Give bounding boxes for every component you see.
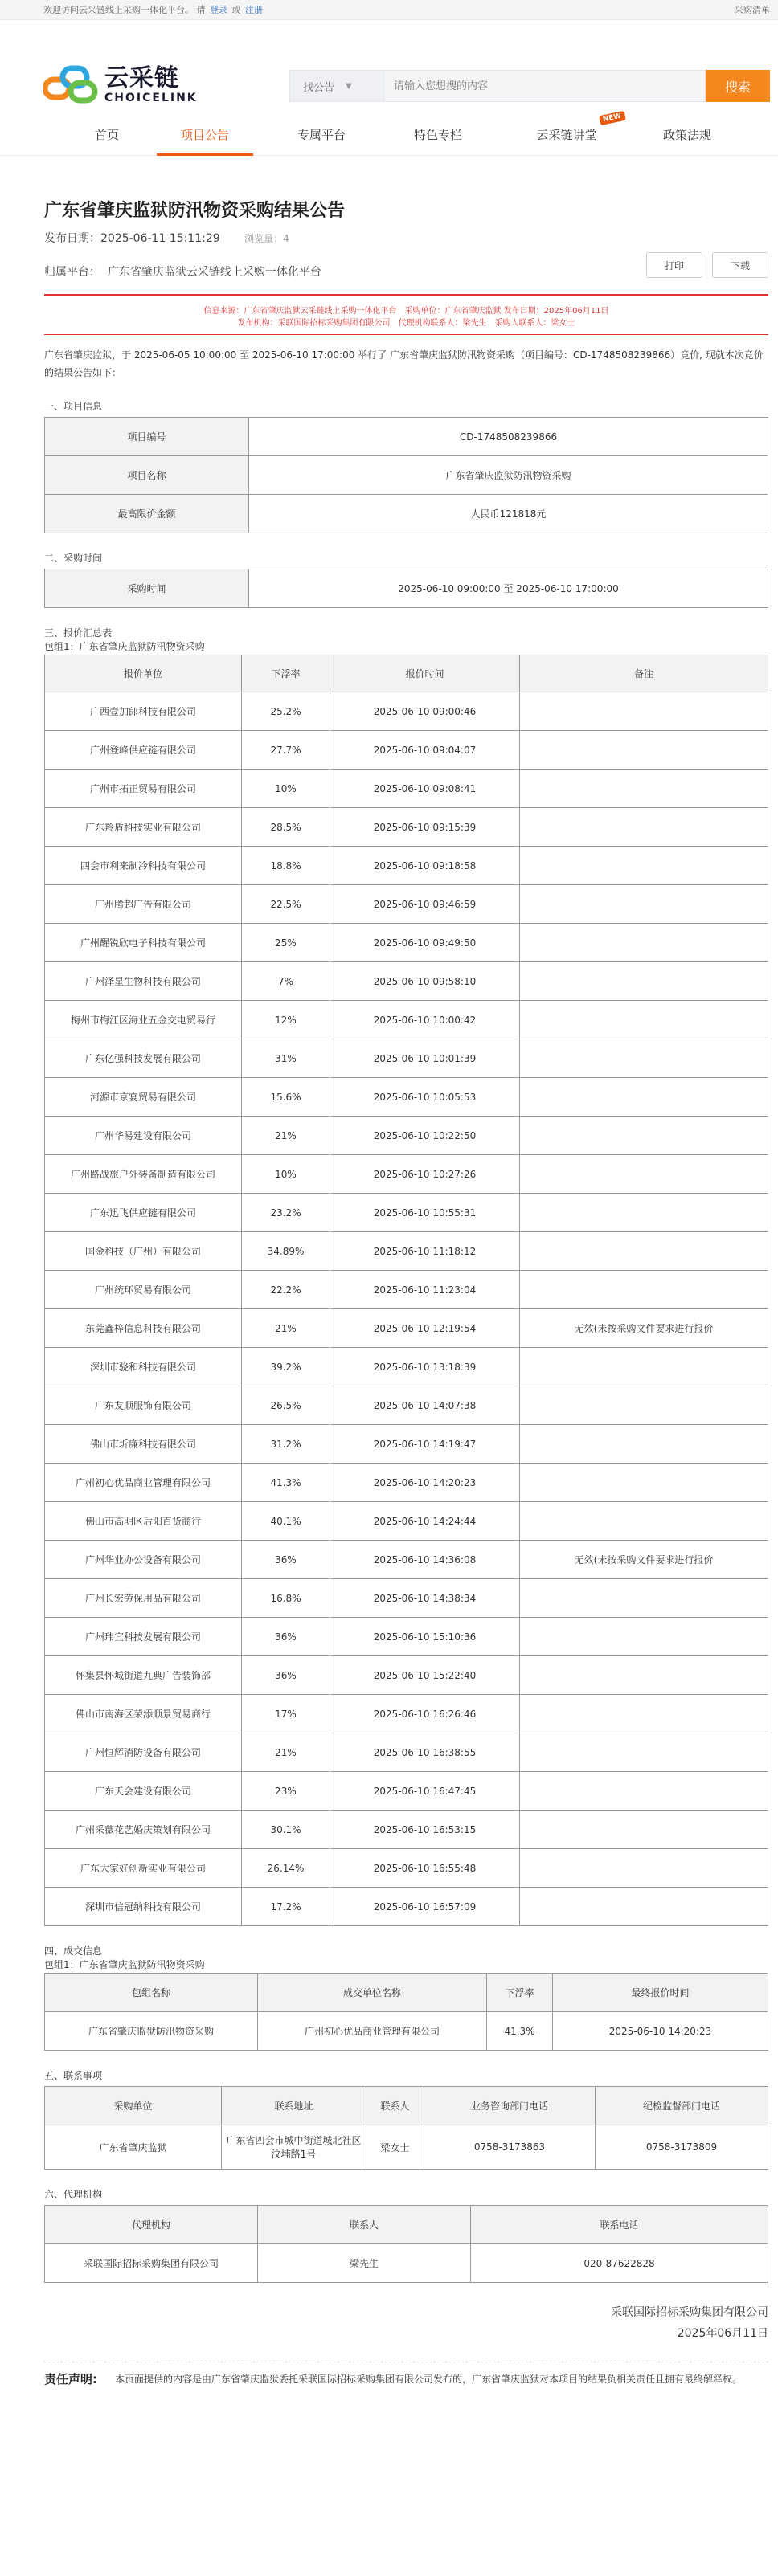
logo-english: CHOICELINK [104, 92, 198, 104]
register-link[interactable]: 注册 [245, 5, 263, 15]
column-header: 纪检监督部门电话 [596, 2087, 768, 2125]
table-header-row [45, 655, 768, 692]
table-cell: 广州腾超广告有限公司 [45, 885, 242, 924]
table-cell: 广东亿强科技发展有限公司 [45, 1039, 242, 1078]
table-row [45, 1039, 768, 1078]
platform-name: 广东省肇庆监狱云采链线上采购一体化平台 [107, 266, 321, 279]
table-cell: 10% [242, 770, 330, 808]
table-cell: 2025-06-10 09:00:00 至 2025-06-10 17:00:00 [249, 569, 768, 608]
table-cell [520, 924, 768, 962]
views-label: 浏览量： [244, 233, 284, 244]
table-cell: 7% [242, 962, 330, 1001]
column-header: 采购单位 [45, 2087, 222, 2125]
nav-item-policies[interactable]: 政策法规 [662, 128, 711, 142]
table-cell: 采购时间 [45, 569, 249, 608]
table-row [45, 569, 768, 608]
table-cell: 36% [242, 1618, 330, 1656]
table-cell: 25.2% [242, 692, 330, 731]
table-cell: 广州恒辉消防设备有限公司 [45, 1733, 242, 1772]
column-header: 代理机构 [45, 2206, 258, 2244]
table-cell: 四会市利来制冷科技有限公司 [45, 847, 242, 885]
disclaimer [44, 2362, 768, 2388]
table-row [45, 770, 768, 808]
table-cell: 16.8% [242, 1579, 330, 1618]
table-cell: 广州泽星生物科技有限公司 [45, 962, 242, 1001]
table-cell [520, 962, 768, 1001]
nav-item-home[interactable]: 首页 [94, 128, 119, 142]
package-label: 包组1：广东省肇庆监狱防汛物资采购 [44, 1959, 205, 1970]
page-title: 广东省肇庆监狱防汛物资采购结果公告 [44, 201, 346, 221]
table-cell: 广州醒锐欣电子科技有限公司 [45, 924, 242, 962]
table-cell [520, 1348, 768, 1386]
nav-item-classroom[interactable]: 云采链讲堂 [536, 128, 597, 142]
table-cell [520, 847, 768, 885]
platform-label: 归属平台： [44, 266, 100, 279]
table-cell: 2025-06-10 09:49:50 [330, 924, 520, 962]
table-row [45, 1849, 768, 1888]
table-cell: 36% [242, 1656, 330, 1695]
disclaimer-text: 本页面提供的内容是由广东省肇庆监狱委托采联国际招标采购集团有限公司发布的，广东省肇庆监狱对本项目的结果负相关责任且拥有最终解释权。 [115, 2374, 743, 2385]
search-category-label: 找公告 [303, 81, 335, 94]
download-button[interactable]: 下载 [712, 252, 768, 278]
table-row [45, 1386, 768, 1425]
table-cell: 27.7% [242, 731, 330, 770]
table-cell [520, 1386, 768, 1425]
table-cell: 2025-06-10 14:07:38 [330, 1386, 520, 1425]
search-button[interactable]: 搜索 [706, 70, 770, 102]
table-row [45, 1271, 768, 1309]
publish-meta [44, 230, 768, 246]
table-cell [520, 1078, 768, 1117]
table-cell: 梁先生 [258, 2244, 471, 2283]
table-header-row [45, 2087, 768, 2125]
package-label: 包组1：广东省肇庆监狱防汛物资采购 [44, 641, 205, 652]
table-row [45, 495, 768, 533]
table-cell: 广东省肇庆监狱 [45, 2125, 222, 2170]
table-cell: 广东天会建设有限公司 [45, 1772, 242, 1811]
table-cell [520, 1155, 768, 1194]
table-row [45, 1541, 768, 1579]
table-cell: 23.2% [242, 1194, 330, 1232]
table-row [45, 885, 768, 924]
table-cell: 广州华业办公设备有限公司 [45, 1541, 242, 1579]
table-row [45, 731, 768, 770]
table-cell: 25% [242, 924, 330, 962]
column-header: 联系人 [258, 2206, 471, 2244]
table-cell: 广州登峰供应链有限公司 [45, 731, 242, 770]
table-cell: 2025-06-10 16:57:09 [330, 1888, 520, 1926]
table-cell [520, 1117, 768, 1155]
table-cell: 2025-06-10 09:18:58 [330, 847, 520, 885]
nav-item-feature-column[interactable]: 特色专栏 [413, 128, 462, 142]
agency-table [44, 2205, 768, 2283]
table-row [45, 1309, 768, 1348]
table-cell: 国金科技（广州）有限公司 [45, 1232, 242, 1271]
table-cell: 广州市拓正贸易有限公司 [45, 770, 242, 808]
source-line-1: 信息来源：广东省肇庆监狱云采链线上采购一体化平台 采购单位：广东省肇庆监狱 发布日期：2025年06月11日 [203, 307, 609, 316]
table-cell: 39.2% [242, 1348, 330, 1386]
table-cell [520, 1001, 768, 1039]
table-cell [520, 692, 768, 731]
table-row [45, 1656, 768, 1695]
table-cell: 怀集县怀城街道九典广告装饰部 [45, 1656, 242, 1695]
table-cell: 2025-06-10 09:00:46 [330, 692, 520, 731]
search-category-select[interactable] [289, 70, 384, 102]
table-cell: 2025-06-10 16:47:45 [330, 1772, 520, 1811]
purchase-time-table [44, 569, 768, 608]
table-cell: 0758-3173863 [424, 2125, 596, 2170]
table-cell: 广东迅飞供应链有限公司 [45, 1194, 242, 1232]
table-cell: 广州初心优品商业管理有限公司 [45, 1464, 242, 1502]
table-cell: 2025-06-10 12:19:54 [330, 1309, 520, 1348]
table-cell: 2025-06-10 16:26:46 [330, 1695, 520, 1733]
table-cell: 31% [242, 1039, 330, 1078]
section-heading-time: 二、采购时间 [44, 553, 103, 564]
please-text: 请 [196, 5, 206, 15]
column-header: 联系人 [366, 2087, 424, 2125]
table-cell: 无效(未按采购文件要求进行报价 [520, 1541, 768, 1579]
column-header: 联系地址 [222, 2087, 366, 2125]
table-cell: 广州初心优品商业管理有限公司 [258, 2012, 487, 2051]
table-cell [520, 1811, 768, 1849]
table-cell: 22.2% [242, 1271, 330, 1309]
table-cell [520, 731, 768, 770]
table-cell [520, 1733, 768, 1772]
table-cell: 梁女士 [366, 2125, 424, 2170]
table-cell [520, 1232, 768, 1271]
table-cell: 广东省肇庆监狱防汛物资采购 [249, 456, 768, 495]
table-cell [520, 1502, 768, 1541]
table-cell: 采联国际招标采购集团有限公司 [45, 2244, 258, 2283]
table-cell [520, 1194, 768, 1232]
table-cell: 2025-06-10 10:55:31 [330, 1194, 520, 1232]
table-cell: 广州华易建设有限公司 [45, 1117, 242, 1155]
table-cell: 河源市京宴贸易有限公司 [45, 1078, 242, 1117]
table-cell: 18.8% [242, 847, 330, 885]
section-heading-quotes: 三、报价汇总表 [44, 627, 113, 639]
header [0, 20, 778, 116]
table-cell: 21% [242, 1309, 330, 1348]
table-row [45, 924, 768, 962]
table-cell: 2025-06-10 09:46:59 [330, 885, 520, 924]
table-cell: 2025-06-10 16:38:55 [330, 1733, 520, 1772]
table-row [45, 1888, 768, 1926]
welcome-text [43, 3, 264, 16]
table-cell: 2025-06-10 10:05:53 [330, 1078, 520, 1117]
table-cell: 17% [242, 1695, 330, 1733]
table-cell: 2025-06-10 11:18:12 [330, 1232, 520, 1271]
top-bar [0, 0, 778, 20]
chevron-down-icon: ▼ [346, 81, 352, 91]
table-cell [520, 1695, 768, 1733]
table-cell: 广州玮宜科技发展有限公司 [45, 1618, 242, 1656]
or-text: 或 [231, 5, 241, 15]
table-cell: 2025-06-10 16:55:48 [330, 1849, 520, 1888]
table-row [45, 1618, 768, 1656]
table-cell: 2025-06-10 10:00:42 [330, 1001, 520, 1039]
search-bar [289, 70, 770, 102]
login-link[interactable]: 登录 [210, 5, 227, 15]
table-cell: 28.5% [242, 808, 330, 847]
table-row [45, 2012, 768, 2051]
table-cell: 梅州市梅江区海业五金交电贸易行 [45, 1001, 242, 1039]
welcome-message: 欢迎访问云采链线上采购一体化平台。 [43, 5, 194, 15]
table-cell: 30.1% [242, 1811, 330, 1849]
table-cell: 23% [242, 1772, 330, 1811]
table-cell: 2025-06-10 14:20:23 [330, 1464, 520, 1502]
column-header: 联系电话 [471, 2206, 768, 2244]
table-cell: 2025-06-10 14:20:23 [553, 2012, 768, 2051]
table-cell [520, 1271, 768, 1309]
table-cell: 广东省肇庆监狱防汛物资采购 [45, 2012, 258, 2051]
table-row [45, 1464, 768, 1502]
table-cell: 人民币121818元 [249, 495, 768, 533]
red-divider [44, 294, 768, 296]
table-row [45, 2125, 768, 2170]
search-input[interactable] [384, 70, 706, 102]
table-cell: 40.1% [242, 1502, 330, 1541]
table-row [45, 1425, 768, 1464]
new-badge: NEW [599, 111, 625, 125]
table-cell: 15.6% [242, 1078, 330, 1117]
table-cell: 2025-06-10 15:10:36 [330, 1618, 520, 1656]
table-cell: 21% [242, 1117, 330, 1155]
table-cell: 广东大家好创新实业有限公司 [45, 1849, 242, 1888]
disclaimer-label: 责任声明: [44, 2372, 97, 2386]
table-cell: 东莞鑫梓信息科技有限公司 [45, 1309, 242, 1348]
table-cell [520, 1656, 768, 1695]
table-cell: 2025-06-10 14:24:44 [330, 1502, 520, 1541]
table-cell: 36% [242, 1541, 330, 1579]
table-row [45, 692, 768, 731]
table-cell [520, 1888, 768, 1926]
section-heading-project: 一、项目信息 [44, 401, 103, 412]
column-header: 下浮率 [242, 655, 330, 692]
table-row [45, 1695, 768, 1733]
table-cell: 12% [242, 1001, 330, 1039]
chain-logo-icon [43, 62, 100, 107]
table-cell: 10% [242, 1155, 330, 1194]
table-cell: 2025-06-10 14:38:34 [330, 1579, 520, 1618]
table-row [45, 808, 768, 847]
table-row [45, 1348, 768, 1386]
table-cell: CD-1748508239866 [249, 418, 768, 456]
table-cell: 广东省四会市城中街道城北社区汶埔路1号 [222, 2125, 366, 2170]
table-cell: 广州路战旅户外装备制造有限公司 [45, 1155, 242, 1194]
publish-label: 发布日期： [44, 232, 100, 245]
contact-table [44, 2086, 768, 2170]
table-cell: 2025-06-10 10:27:26 [330, 1155, 520, 1194]
views-value: 4 [283, 233, 289, 244]
column-header: 业务咨询部门电话 [424, 2087, 596, 2125]
table-cell [520, 1772, 768, 1811]
table-cell: 2025-06-10 14:36:08 [330, 1541, 520, 1579]
publish-date: 2025-06-11 15:11:29 [100, 232, 220, 245]
main-nav [0, 112, 778, 156]
table-cell: 2025-06-10 16:53:15 [330, 1811, 520, 1849]
table-row [45, 1733, 768, 1772]
table-cell: 2025-06-10 09:08:41 [330, 770, 520, 808]
signature-block [44, 2302, 768, 2344]
nav-item-exclusive-platform[interactable]: 专属平台 [297, 128, 346, 142]
table-cell: 31.2% [242, 1425, 330, 1464]
signature-org: 采联国际招标采购集团有限公司 [611, 2306, 768, 2319]
table-row [45, 2244, 768, 2283]
section-heading-contact: 五、联系事项 [44, 2070, 103, 2081]
table-cell [520, 1849, 768, 1888]
table-cell: 广州长宏劳保用品有限公司 [45, 1579, 242, 1618]
table-row [45, 1194, 768, 1232]
column-header: 报价单位 [45, 655, 242, 692]
table-row [45, 1117, 768, 1155]
column-header: 备注 [520, 655, 768, 692]
table-row [45, 1502, 768, 1541]
column-header: 最终报价时间 [553, 1974, 768, 2012]
table-cell: 0758-3173809 [596, 2125, 768, 2170]
table-cell: 34.89% [242, 1232, 330, 1271]
action-buttons [646, 252, 768, 278]
table-header-row [45, 2206, 768, 2244]
table-cell [520, 808, 768, 847]
section-heading-deal: 四、成交信息 [44, 1945, 103, 1957]
table-cell: 17.2% [242, 1888, 330, 1926]
table-row [45, 1579, 768, 1618]
print-button[interactable]: 打印 [646, 252, 702, 278]
table-row [45, 1772, 768, 1811]
table-cell [520, 1039, 768, 1078]
table-cell: 22.5% [242, 885, 330, 924]
table-cell [520, 1425, 768, 1464]
table-cell [520, 1464, 768, 1502]
table-row [45, 1001, 768, 1039]
table-cell: 佛山市南海区荣添顺景贸易商行 [45, 1695, 242, 1733]
column-header: 下浮率 [487, 1974, 553, 2012]
table-cell [520, 885, 768, 924]
intro-text: 广东省肇庆监狱，于 2025-06-05 10:00:00 至 2025-06-10 17:00:00 举行了 广东省肇庆监狱防汛物资采购（项目编号：CD-1748508239866）竞价, 现就本次竞价的结果公告如下： [44, 349, 764, 378]
red-divider-thin [44, 334, 768, 335]
table-cell: 广州统环贸易有限公司 [45, 1271, 242, 1309]
signature-date: 2025年06月11日 [677, 2327, 768, 2340]
quote-summary-table [44, 655, 768, 1926]
table-cell: 21% [242, 1733, 330, 1772]
table-cell: 41.3% [487, 2012, 553, 2051]
table-cell: 深圳市骁和科技有限公司 [45, 1348, 242, 1386]
table-cell: 2025-06-10 15:22:40 [330, 1656, 520, 1695]
table-cell: 26.14% [242, 1849, 330, 1888]
source-line-2: 发布机构：采联国际招标采购集团有限公司 代理机构联系人：梁先生 采购人联系人：梁女士 [237, 319, 575, 328]
table-cell: 2025-06-10 09:04:07 [330, 731, 520, 770]
table-cell: 2025-06-10 09:15:39 [330, 808, 520, 847]
view-count [244, 233, 289, 244]
table-cell: 佛山市高明区后阳百货商行 [45, 1502, 242, 1541]
table-cell: 2025-06-10 13:18:39 [330, 1348, 520, 1386]
announcement-content [44, 199, 768, 2388]
table-row [45, 1811, 768, 1849]
table-cell: 020-87622828 [471, 2244, 768, 2283]
column-header: 成交单位名称 [258, 1974, 487, 2012]
table-cell: 26.5% [242, 1386, 330, 1425]
nav-item-announcements[interactable]: 项目公告 [157, 116, 253, 156]
table-cell: 深圳市信冠纳科技有限公司 [45, 1888, 242, 1926]
table-cell: 2025-06-10 09:58:10 [330, 962, 520, 1001]
table-cell [520, 1618, 768, 1656]
table-row [45, 1155, 768, 1194]
deal-info-table [44, 1973, 768, 2051]
table-row [45, 456, 768, 495]
column-header: 包组名称 [45, 1974, 258, 2012]
table-cell [520, 1579, 768, 1618]
column-header: 报价时间 [330, 655, 520, 692]
table-row [45, 418, 768, 456]
table-cell: 广东羚盾科技实业有限公司 [45, 808, 242, 847]
table-cell: 广州采薇花艺婚庆策划有限公司 [45, 1811, 242, 1849]
table-cell: 2025-06-10 14:19:47 [330, 1425, 520, 1464]
table-cell: 无效(未按采购文件要求进行报价 [520, 1309, 768, 1348]
table-row [45, 1078, 768, 1117]
logo[interactable] [43, 62, 198, 107]
project-info-table [44, 417, 768, 533]
table-cell: 最高限价金额 [45, 495, 249, 533]
table-row [45, 847, 768, 885]
table-cell [520, 770, 768, 808]
table-cell: 41.3% [242, 1464, 330, 1502]
table-cell: 广东友顺服饰有限公司 [45, 1386, 242, 1425]
table-cell: 广西壹加郎科技有限公司 [45, 692, 242, 731]
section-heading-agency: 六、代理机构 [44, 2189, 103, 2200]
logo-chinese: 云采链 [104, 64, 179, 92]
table-cell: 2025-06-10 10:22:50 [330, 1117, 520, 1155]
table-cell: 佛山市圻廉科技有限公司 [45, 1425, 242, 1464]
table-row [45, 962, 768, 1001]
table-cell: 2025-06-10 10:01:39 [330, 1039, 520, 1078]
table-row [45, 1232, 768, 1271]
purchase-list-link[interactable]: 采购清单 [735, 5, 770, 15]
table-cell: 项目编号 [45, 418, 249, 456]
table-cell: 2025-06-10 11:23:04 [330, 1271, 520, 1309]
table-cell: 项目名称 [45, 456, 249, 495]
table-header-row [45, 1974, 768, 2012]
